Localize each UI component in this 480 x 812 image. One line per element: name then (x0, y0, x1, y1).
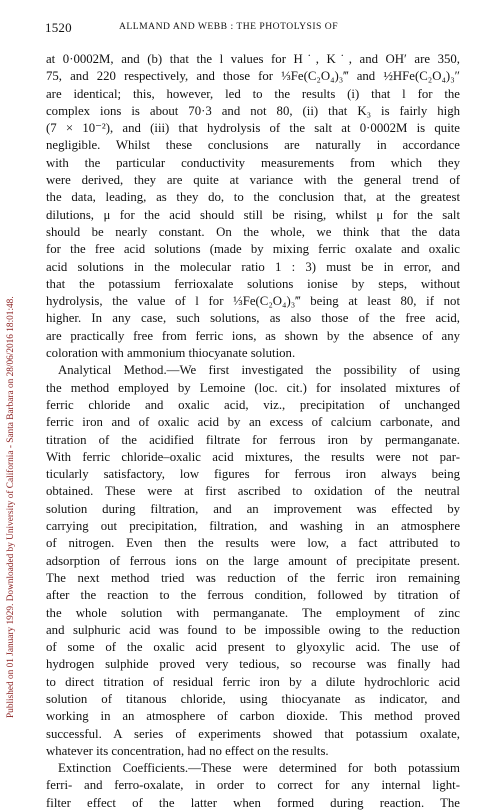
text-line: dilutions, μ for the acid should still be rising, whilst μ for the salt (46, 207, 460, 222)
text-line: should be nearly constant. On the whole, we think that the data (46, 224, 460, 239)
download-watermark: Published on 01 January 1929. Downloaded by University of California - Santa Barbara on 28/06/2016 18:01:48. (6, 296, 16, 718)
text-line: coloration with ammonium thiocyanate solution. (46, 346, 296, 361)
page-number: 1520 (45, 20, 72, 35)
text-line: hydrolysis, the value of l for ⅓Fe(C₂O₄)₃‴ being at least 80, if not (46, 294, 460, 309)
text-line: whatever its concentration, had no effect on the results. (46, 743, 329, 758)
text-line: ferric chloride and oxalic acid, viz., precipitation of unchanged (46, 397, 460, 412)
text-line: the method employed by Lemoine (loc. cit.) for insolated mixtures of (46, 380, 460, 395)
body-text (46, 51, 460, 812)
text-line: With ferric chloride–oxalic acid mixtures, the results were not par- (46, 449, 460, 464)
text-line: ferric iron and of oxalic acid by an excess of calcium carbonate, and (46, 415, 460, 430)
text-line: at 0·0002M, and (b) that the l values for H˙, K˙, and OH′ are 350, (46, 52, 460, 66)
text-line: titration of the acidified filtrate for ferrous iron by permanganate. (46, 432, 460, 447)
text-line: carrying out precipitation, filtration, and washing in an atmosphere (46, 519, 460, 534)
section-heading-line: Extinction Coefficients.—These were determined for both potassium (58, 761, 460, 776)
text-line: for the free acid solutions (made by mixing ferric oxalate and oxalic (46, 242, 460, 257)
text-line: after the reaction to the ferrous condition, followed by titration of (46, 588, 460, 603)
text-line: acid solutions in the molecular ratio 1 : 3) must be in error, and (46, 259, 460, 274)
text-line: with the particular conductivity measurements from which they (46, 155, 460, 170)
text-line: complex ions is about 70·3 and not 80, (ii) that K₃ is fairly high (46, 103, 460, 118)
text-line: hydrogen sulphide proved very tedious, so recourse was finally had (46, 657, 460, 672)
text-line: solution of titanous chloride, using thiocyanate as indicator, and (46, 691, 460, 706)
text-line: ferri- and ferro-oxalate, in order to correct for any internal light- (46, 778, 460, 793)
text-line: filter effect of the latter when formed during reaction. The (46, 795, 460, 810)
text-line: negligible. Whilst these conclusions are naturally in accordance (46, 138, 460, 153)
text-line: ticularly satisfactory, low figures for ferrous iron always being (46, 467, 460, 482)
text-line: were derived, they are quite at variance with the general trend of (46, 173, 460, 188)
running-title: ALLMAND AND WEBB : THE PHOTOLYSIS OF (119, 21, 339, 32)
section-heading-line: Analytical Method.—We first investigated the possibility of using (58, 363, 460, 378)
text-line: The next method tried was reduction of the ferric iron remaining (46, 570, 460, 585)
page-header (45, 20, 461, 34)
text-line: obtained. These were at first ascribed to oxidation of the neutral (46, 484, 460, 499)
text-line: the whole solution with permanganate. The employment of zinc (46, 605, 460, 620)
text-line: that the potassium ferrioxalate solutions ionise by steps, without (46, 276, 460, 291)
text-line: of some of the oxalic acid present to glyoxylic acid. The use of (46, 640, 460, 655)
text-line: are identical; this, however, led to the results (i) that l for the (46, 86, 460, 101)
text-line: successful. A series of experiments showed that potassium oxalate, (46, 726, 460, 741)
text-line: solution during filtration, and an improvement was effected by (46, 501, 460, 516)
text-line: working in an atmosphere of carbon dioxide. This method proved (46, 709, 460, 724)
text-line: 75, and 220 respectively, and those for ⅓Fe(C₂O₄)₃‴ and ½HFe(C₂O₄)₃″ (46, 69, 460, 84)
text-line: the data, leading, as they do, to the conclusion that, at the greatest (46, 190, 460, 205)
text-line: and sulphuric acid was found to be impossible owing to the reduction (46, 622, 460, 637)
text-line: adsorption of ferrous ions on the large amount of precipitate present. (46, 553, 460, 568)
text-line: (7 × 10⁻²), and (iii) that hydrolysis of the salt at 0·0002M is quite (46, 121, 460, 136)
text-line: are practically free from ferric ions, as shown by the absence of any (46, 328, 460, 343)
text-line: higher. In any case, such solutions, as also those of the free acid, (46, 311, 460, 326)
text-line: of nitrogen. Even then the results were low, a fact attributed to (46, 536, 460, 551)
text-line: to direct titration of residual ferric iron by a dilute hydrochloric acid (46, 674, 460, 689)
